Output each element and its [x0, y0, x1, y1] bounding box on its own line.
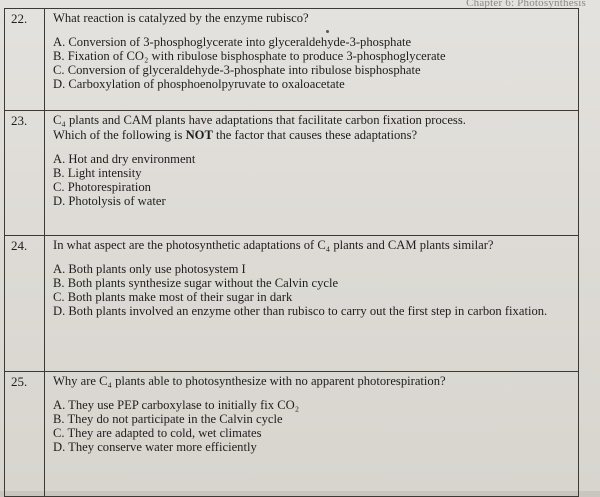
option-d: D. Carboxylation of phosphoenolpyruvate to oxaloacetate: [53, 77, 345, 91]
option-a: A. Conversion of 3-phosphoglycerate into glyceraldehyde-3-phosphate: [53, 35, 412, 49]
question-body: [45, 236, 579, 372]
question-text-post: the factor that causes these adaptations?: [212, 128, 418, 142]
option-d: D. Both plants involved an enzyme other than rubisco to carry out the first step in carbon fixation.: [53, 304, 548, 318]
question-text-line-1: C₄ plants and CAM plants have adaptations that facilitate carbon fixation process.: [53, 113, 466, 127]
question-text-line-2: [53, 128, 572, 143]
question-row-23: [5, 111, 579, 236]
question-body: [45, 372, 579, 497]
option-a: A. Both plants only use photosystem I: [53, 262, 246, 276]
option-c: C. Photorespiration: [53, 180, 151, 194]
question-text: In what aspect are the photosynthetic adaptations of C₄ plants and CAM plants similar?: [53, 238, 494, 252]
option-b: B. Light intensity: [53, 166, 142, 180]
chapter-header: Chapter 6: Photosynthesis: [466, 0, 586, 9]
option-b: B. They do not participate in the Calvin cycle: [53, 412, 283, 426]
option-c: C. Conversion of glyceraldehyde-3-phosphate into ribulose bisphosphate: [53, 63, 421, 77]
option-c: C. Both plants make most of their sugar in dark: [53, 290, 293, 304]
option-c: C. They are adapted to cold, wet climates: [53, 426, 262, 440]
question-table: [4, 8, 579, 497]
answer-options: [53, 152, 572, 208]
question-text: Why are C₄ plants able to photosynthesize with no apparent photorespiration?: [53, 374, 446, 388]
question-number: 24.: [5, 236, 45, 372]
question-body: [45, 111, 579, 236]
option-a: A. Hot and dry environment: [53, 152, 196, 166]
answer-options: [53, 35, 572, 91]
option-a: A. They use PEP carboxylase to initially fix CO₂: [53, 398, 300, 412]
answer-options: [53, 262, 572, 318]
option-b: B. Both plants synthesize sugar without the Calvin cycle: [53, 276, 339, 290]
question-number: 23.: [5, 111, 45, 236]
question-row-24: [5, 236, 579, 372]
answer-options: [53, 398, 572, 454]
option-b: B. Fixation of CO₂ with ribulose bisphosphate to produce 3-phosphoglycerate: [53, 49, 446, 63]
option-d: D. They conserve water more efficiently: [53, 440, 257, 454]
option-d: D. Photolysis of water: [53, 194, 166, 208]
question-text-pre: Which of the following is: [53, 128, 186, 142]
question-row-25: [5, 372, 579, 497]
question-row-22: [5, 9, 579, 111]
question-number: 22.: [5, 9, 45, 111]
question-text: What reaction is catalyzed by the enzyme rubisco?: [53, 11, 309, 25]
question-number: 25.: [5, 372, 45, 497]
question-emphasis: NOT: [185, 128, 213, 142]
question-body: [45, 9, 579, 111]
